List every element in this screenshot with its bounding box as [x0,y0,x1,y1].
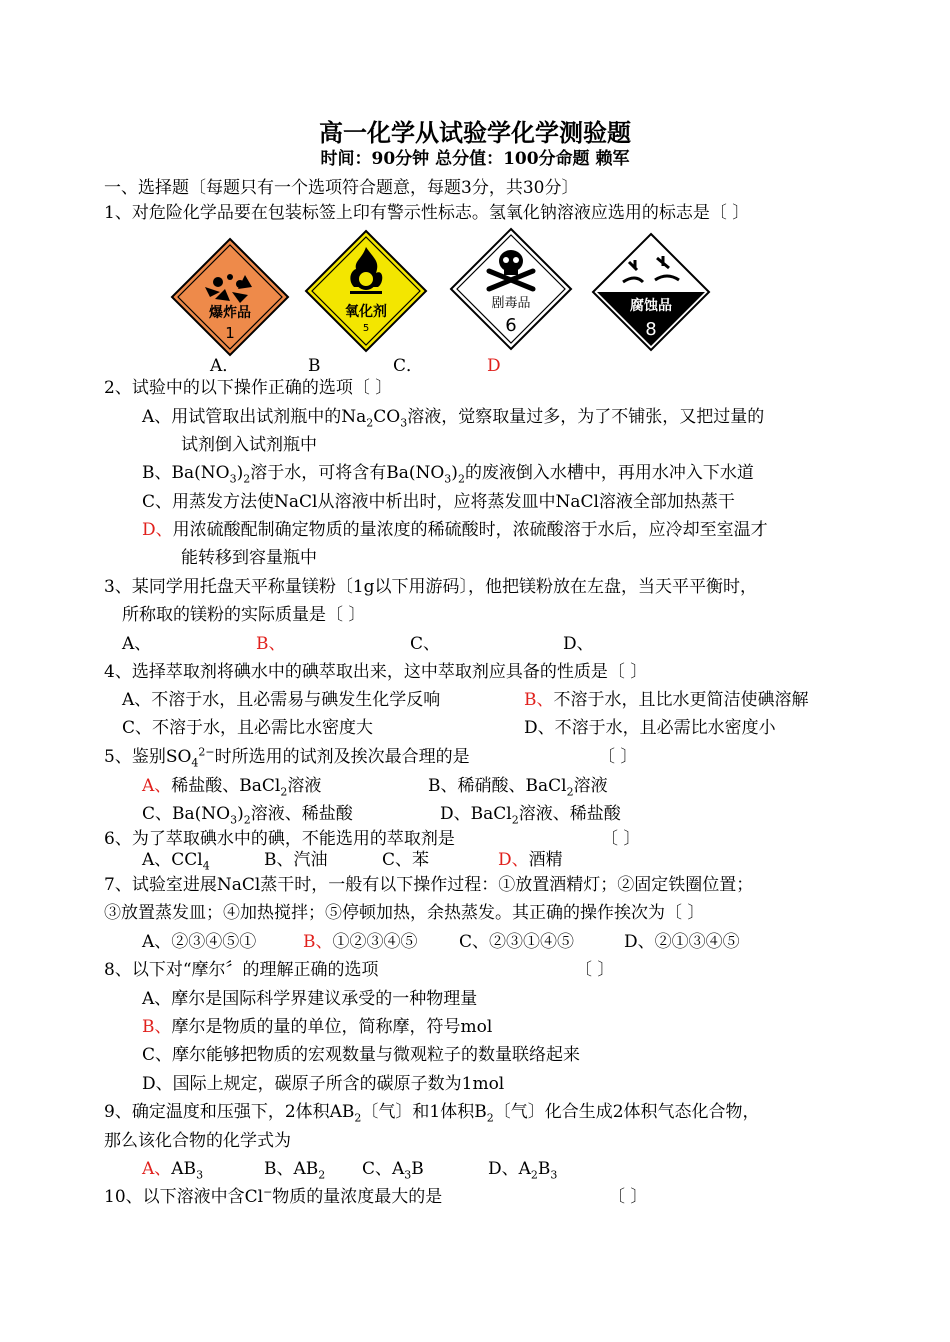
q5-stem: 5、鉴别$SO_4^{2-}$时所选用的试剂及挨次最合理的是 [104,745,470,770]
sign-1-number: 1 [225,324,235,342]
q2-stem: 2、试验中的以下操作正确的选项〔 〕 [104,378,393,398]
q6-bracket: 〔 〕 [601,829,641,849]
q7-stem: 7、试验室进展NaCl蒸干时，一般有以下操作过程：①放置酒精灯；②固定铁圈位置； [104,875,754,895]
q6-option-c[interactable]: C、苯 [382,850,430,870]
q6-option-d[interactable]: D、酒精 [498,850,563,870]
page-title: 高一化学从试验学化学测验题 [319,118,631,147]
q9-option-b[interactable]: B、$AB_2$ [264,1159,326,1182]
corrosive-sign-icon [591,232,711,352]
q4-option-c[interactable]: C、不溶于水，且必需比水密度大 [122,718,374,738]
q5-option-a[interactable]: A、稀盐酸、BaCl$_2$溶液 [142,776,322,799]
q5-option-c[interactable]: C、$Ba(NO_3)_2$溶液、稀盐酸 [142,804,353,827]
q1-option-d[interactable]: D [487,356,501,376]
q2-option-a[interactable]: A、用试管取出试剂瓶中的$Na_2CO_3$溶液，觉察取量过多，为了不铺张，又把过量的 [142,407,765,430]
q1-stem: 1、对危险化学品要在包装标签上印有警示性标志。氢氧化钠溶液应选用的标志是〔 〕 [104,203,750,223]
q3-option-a[interactable]: A、 [122,634,152,654]
sign-2-number: 5 [362,323,370,334]
q2-option-a-cont: 试剂倒入试剂瓶中 [181,435,317,455]
q8-stem: 8、以下对“摩尔〞的理解正确的选项 [104,960,379,980]
q5-option-b[interactable]: B、稀硝酸、BaCl$_2$溶液 [428,776,608,799]
q5-option-d[interactable]: D、BaCl$_2$溶液、稀盐酸 [440,804,621,827]
q2-option-b[interactable]: B、$Ba(NO_3)_2$溶于水，可将含有$Ba(NO_3)_2$的废液倒入水槽中，再用水冲入下水道 [142,463,754,486]
q4-stem: 4、选择萃取剂将碘水中的碘萃取出来，这中萃取剂应具备的性质是〔 〕 [104,662,648,682]
sign-2-label: 氧化剂 [345,304,387,320]
toxic-sign-icon [449,227,573,351]
q9-option-a[interactable]: A、$AB_3$ [142,1159,204,1182]
q7-option-b[interactable]: B、①②③④⑤ [303,932,418,952]
q9-stem: 9、确定温度和压强下，2体积$AB_2$〔气〕和1体积$B_2$〔气〕化合生成2体积气态化合物， [104,1102,760,1125]
q6-option-b[interactable]: B、汽油 [264,850,328,870]
sign-3-label: 剧毒品 [491,296,531,311]
q1-option-a[interactable]: A． [210,356,240,376]
q8-option-a[interactable]: A、摩尔是国际科学界建议承受的一种物理量 [142,989,478,1009]
page-subtitle: 时间：90分钟 总分值：100分命题 赖军 [320,149,630,169]
sign-4-label: 腐蚀品 [630,298,672,314]
q4-option-d[interactable]: D、不溶于水，且必需比水密度小 [524,718,776,738]
q1-option-c[interactable]: C． [393,356,424,376]
q9-option-c[interactable]: C、$A_3B$ [362,1159,424,1182]
q2-option-d-cont: 能转移到容量瓶中 [181,548,317,568]
sign-4-number: 8 [645,319,657,340]
oxidizer-sign-icon [304,229,428,353]
q10-bracket: 〔 〕 [608,1187,648,1207]
q8-bracket: 〔 〕 [575,960,615,980]
q3-stem-cont: 所称取的镁粉的实际质量是〔 〕 [122,605,366,625]
q6-stem: 6、为了萃取碘水中的碘，不能选用的萃取剂是 [104,829,455,849]
q1-option-b[interactable]: B [308,356,321,376]
sign-1-label: 爆炸品 [209,305,251,321]
q3-option-d[interactable]: D、 [563,634,594,654]
sign-3-number: 6 [505,315,517,336]
q4-option-b[interactable]: B、不溶于水，且比水更简洁使碘溶解 [524,690,809,710]
q7-stem-cont: ③放置蒸发皿；④加热搅拌；⑤停顿加热，余热蒸发。其正确的操作挨次为〔 〕 [104,903,705,923]
q3-option-b[interactable]: B、 [256,634,286,654]
q4-option-a[interactable]: A、不溶于水，且必需易与碘发生化学反响 [122,690,441,710]
q6-option-a[interactable]: A、CCl$_4$ [142,850,210,873]
q2-option-c[interactable]: C、用蒸发方法使NaCl从溶液中析出时，应将蒸发皿中NaCl溶液全部加热蒸干 [142,492,735,512]
q8-option-c[interactable]: C、摩尔能够把物质的宏观数量与微观粒子的数量联络起来 [142,1045,581,1065]
q8-option-d[interactable]: D、国际上规定，碳原子所含的碳原子数为1mol [142,1074,505,1094]
q5-bracket: 〔 〕 [598,747,638,767]
q7-option-a[interactable]: A、②③④⑤① [142,932,257,952]
section-heading: 一、选择题〔每题只有一个选项符合题意，每题3分，共30分〕 [104,178,579,198]
q8-option-b[interactable]: B、摩尔是物质的量的单位，简称摩，符号mol [142,1017,493,1037]
q7-option-c[interactable]: C、②③①④⑤ [459,932,575,952]
q3-stem: 3、某同学用托盘天平称量镁粉〔1g以下用游码〕，他把镁粉放在左盘，当天平平衡时， [104,577,758,597]
explosive-sign-icon [170,237,290,357]
q9-stem-cont: 那么该化合物的化学式为 [104,1131,291,1151]
q7-option-d[interactable]: D、②①③④⑤ [624,932,740,952]
q9-option-d[interactable]: D、$A_2B_3$ [488,1159,558,1182]
q10-stem: 10、以下溶液中含Cl−物质的量浓度最大的是 [104,1185,443,1207]
q2-option-d[interactable]: D、用浓硫酸配制确定物质的量浓度的稀硫酸时，浓硫酸溶于水后，应冷却至室温才 [142,520,768,540]
q3-option-c[interactable]: C、 [410,634,441,654]
